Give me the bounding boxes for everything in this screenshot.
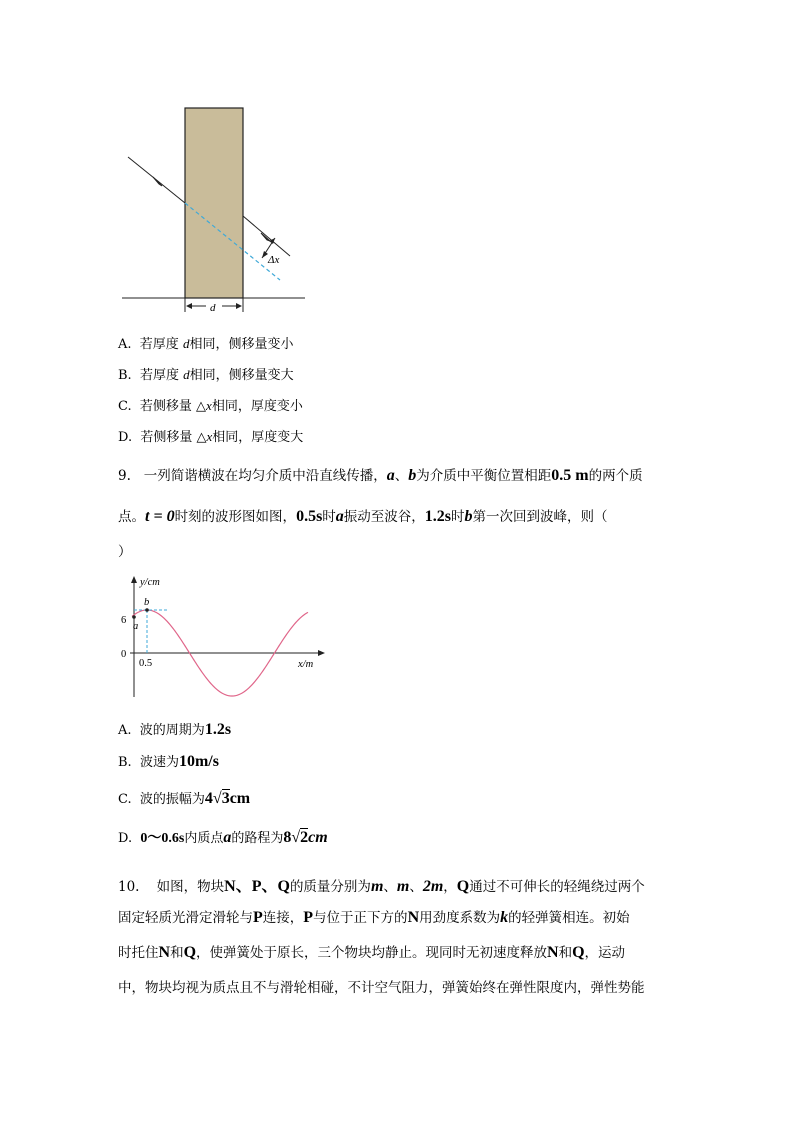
sqrt-icon: √ <box>212 790 222 807</box>
option-letter: B. <box>118 755 132 770</box>
option-text: 若厚度 <box>139 368 184 383</box>
math-var: m <box>370 878 384 895</box>
stem-text: ，运动 <box>584 945 626 961</box>
q9-option-b[interactable] <box>118 751 219 771</box>
tick-origin: 0 <box>121 649 127 660</box>
stem-text: 时刻的波形图如图， <box>174 509 297 525</box>
math-radicand: 3 <box>221 790 230 807</box>
q8-option-a[interactable] <box>118 333 293 352</box>
math-value: 0～0.6s <box>140 831 185 846</box>
math-radicand: 2 <box>300 829 309 846</box>
stem-text: 的两个质 <box>588 468 643 484</box>
math-var: k <box>500 909 509 926</box>
math-var: P <box>253 909 263 926</box>
q10-line-2 <box>118 906 630 927</box>
math-var: b <box>464 508 473 525</box>
option-text: 波的振幅为 <box>139 792 205 807</box>
option-text: 相同，厚度变小 <box>211 399 303 414</box>
delta-x-label: Δx <box>268 254 280 266</box>
stem-text: ，使弹簧处于原长，三个物块均静止。现同时无初速度释放 <box>196 945 548 961</box>
option-letter: D. <box>118 430 133 445</box>
glass-slab <box>185 108 243 298</box>
d-arrow-right-icon <box>236 303 242 309</box>
point-a-dot <box>132 615 136 619</box>
math-value: 1.2s <box>204 721 232 738</box>
stem-text: 时 <box>322 509 336 525</box>
option-text: 的路程为 <box>231 831 284 846</box>
math-value: 1.2s <box>424 508 452 525</box>
slab-refraction-figure <box>110 100 320 320</box>
stem-text: ， <box>443 879 457 895</box>
q8-option-c[interactable] <box>118 395 303 414</box>
y-axis-label: y/cm <box>140 577 160 588</box>
stem-text: 固定轻质光滑定滑轮与 <box>118 910 253 926</box>
math-var: N <box>547 944 559 961</box>
q10-line-1 <box>118 873 645 896</box>
y-axis-arrow-icon <box>131 576 137 583</box>
math-var: P <box>303 909 314 926</box>
question-number: 9. <box>118 468 131 484</box>
stem-text: 用劲度系数为 <box>419 910 501 926</box>
q9-option-a[interactable] <box>118 719 231 739</box>
math-var: a <box>386 467 395 484</box>
option-text: 波速为 <box>139 755 179 770</box>
option-var: d <box>183 367 190 382</box>
stem-text: 振动至波谷， <box>343 509 425 525</box>
stem-text: 时托住 <box>118 945 159 961</box>
tick-y-6: 6 <box>121 615 127 626</box>
math-unit: cm <box>308 829 328 846</box>
option-text: 若侧移量 △ <box>139 399 207 414</box>
d-label: d <box>210 302 216 314</box>
math-var: a <box>335 508 344 525</box>
q9-line-1 <box>118 464 643 485</box>
option-letter: D. <box>118 831 133 846</box>
math-var: N <box>407 909 420 926</box>
math-var: Q <box>183 944 197 961</box>
math-blocks: N、P、Q <box>224 878 290 895</box>
math-var: b <box>408 467 417 484</box>
q9-option-c[interactable] <box>118 788 250 808</box>
stem-text: 的轻弹簧相连。初始 <box>508 910 630 926</box>
option-var: d <box>182 336 190 351</box>
stem-text: 、 <box>409 879 423 895</box>
math-var: N <box>158 944 171 961</box>
option-letter: C. <box>118 399 132 414</box>
q9-line-3: ） <box>118 544 132 560</box>
question-number: 10. <box>118 879 140 895</box>
point-b-dot <box>145 608 149 612</box>
math-var: Q <box>572 944 585 961</box>
point-a-label: a <box>133 621 139 632</box>
option-text: 相同，侧移量变大 <box>189 368 294 383</box>
option-var: x <box>206 398 212 413</box>
math-value: 0.5 m <box>551 467 589 484</box>
q9-line-2 <box>118 505 608 526</box>
option-text: 若侧移量 △ <box>140 430 207 445</box>
q9-option-d[interactable] <box>118 827 328 847</box>
option-letter: B. <box>118 368 132 383</box>
x-axis-label: x/m <box>298 659 314 670</box>
stem-text: 和 <box>170 945 184 961</box>
q10-line-3 <box>118 941 625 962</box>
incident-arrow-icon <box>153 177 162 186</box>
stem-text: 如图，物块 <box>156 879 225 895</box>
emergent-ray <box>243 216 290 256</box>
point-b-label: b <box>144 597 150 608</box>
q8-option-b[interactable] <box>118 364 294 383</box>
math-var: m <box>396 878 410 895</box>
math-var: 2m <box>422 878 444 895</box>
stem-text: 通过不可伸长的轻绳绕过两个 <box>469 879 645 895</box>
stem-text: 的质量分别为 <box>289 879 371 895</box>
q8-option-d[interactable] <box>118 426 303 445</box>
option-text: 波的周期为 <box>139 723 205 738</box>
option-letter: A. <box>118 723 132 738</box>
math-expr: t = 0 <box>145 508 175 525</box>
stem-text: 为介质中平衡位置相距 <box>416 468 552 484</box>
math-unit: cm <box>229 790 251 807</box>
wave-graph <box>112 572 327 702</box>
emergent-arrow-icon <box>261 233 270 241</box>
option-letter: A. <box>118 337 132 352</box>
sqrt-icon: √ <box>291 829 301 846</box>
x-axis-arrow-icon <box>318 650 325 656</box>
stem-text: 连接， <box>262 910 304 926</box>
math-value: 8 <box>283 829 292 846</box>
stem-text: 与位于正下方的 <box>313 910 408 926</box>
option-text: 内质点 <box>184 831 224 846</box>
stem-text: 、 <box>394 468 409 484</box>
option-letter: C. <box>118 792 132 807</box>
q10-line-4: 中，物块均视为质点且不与滑轮相碰，不计空气阻力，弹簧始终在弹性限度内，弹性势能 <box>118 980 645 996</box>
math-var: a <box>223 829 232 846</box>
math-var: Q <box>456 878 470 895</box>
option-text: 相同，厚度变大 <box>212 430 304 445</box>
option-text: 若厚度 <box>139 337 183 352</box>
stem-text: 点。 <box>118 509 145 525</box>
math-value: 10m/s <box>178 753 219 770</box>
math-value: 0.5s <box>296 508 323 525</box>
stem-text: 一列简谐横波在均匀介质中沿直线传播， <box>143 468 387 484</box>
stem-text: 时 <box>451 509 465 525</box>
d-arrow-left-icon <box>186 303 192 309</box>
stem-text: 、 <box>383 879 397 895</box>
stem-text: 和 <box>558 945 573 961</box>
tick-x-0-5: 0.5 <box>139 658 153 669</box>
option-text: 相同，侧移量变小 <box>189 337 294 352</box>
stem-text: 第一次回到波峰，则（ <box>472 509 608 525</box>
option-var: x <box>206 429 213 444</box>
math-value: 4 <box>204 790 213 807</box>
